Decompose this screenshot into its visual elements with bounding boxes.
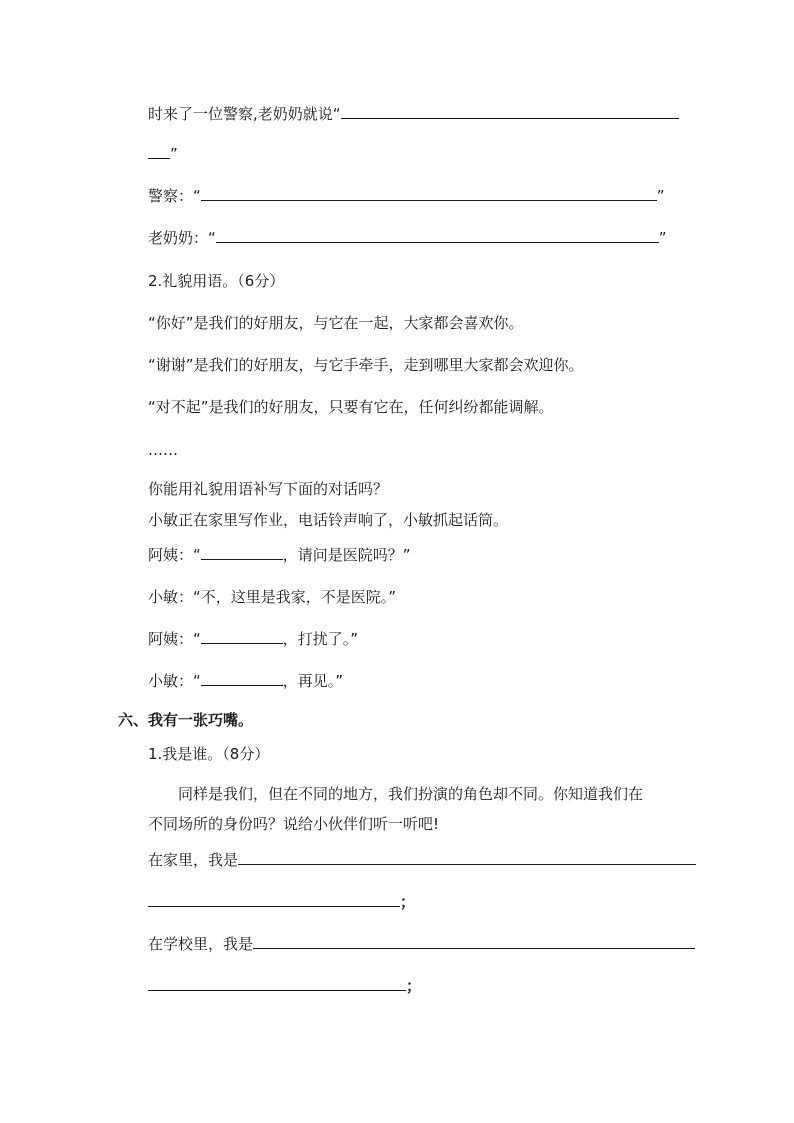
grandma-line bbox=[148, 228, 667, 248]
question-1-title: 1.我是谁。（8分） bbox=[148, 745, 270, 763]
dialogue-line-3 bbox=[148, 629, 358, 649]
answer-blank[interactable] bbox=[201, 671, 283, 686]
dialogue-text: ，请问是医院吗？” bbox=[282, 546, 411, 564]
answer-blank[interactable] bbox=[238, 850, 696, 865]
semicolon: ； bbox=[406, 977, 422, 995]
grandma-label: 老奶奶：“ bbox=[148, 229, 216, 247]
question-2-title: 2.礼貌用语。（6分） bbox=[148, 272, 285, 290]
dialogue-text: ，再见。” bbox=[282, 672, 344, 690]
home-line bbox=[148, 850, 696, 870]
police-label: 警察：“ bbox=[148, 187, 201, 205]
quote-close: ” bbox=[170, 145, 178, 163]
answer-blank[interactable] bbox=[216, 228, 659, 243]
section-6-paragraph-1: 同样是我们，但在不同的地方，我们扮演的角色却不同。你知道我们在 bbox=[178, 785, 644, 803]
answer-blank[interactable] bbox=[253, 934, 695, 949]
paragraph-sorry: “对不起”是我们的好朋友，只要有它在，任何纠纷都能调解。 bbox=[148, 398, 554, 416]
ellipsis: …… bbox=[148, 441, 178, 459]
question-prompt: 你能用礼貌用语补写下面的对话吗？ bbox=[148, 480, 389, 498]
quote-close: ” bbox=[658, 229, 667, 247]
answer-blank[interactable] bbox=[148, 892, 400, 907]
school-line bbox=[148, 934, 695, 954]
school-line-2 bbox=[148, 976, 421, 996]
school-label: 在学校里，我是 bbox=[148, 935, 254, 953]
answer-blank[interactable] bbox=[201, 545, 283, 560]
quote-close: ” bbox=[656, 187, 665, 205]
answer-blank[interactable] bbox=[148, 976, 406, 991]
answer-blank[interactable] bbox=[201, 629, 283, 644]
paragraph-hello: “你好”是我们的好朋友，与它在一起，大家都会喜欢你。 bbox=[148, 314, 524, 332]
story-line-1 bbox=[148, 104, 679, 124]
dialogue-line-2: 小敏：“不，这里是我家，不是医院。” bbox=[148, 588, 397, 606]
speaker-aunt: 阿姨：“ bbox=[148, 546, 201, 564]
semicolon: ； bbox=[400, 893, 416, 911]
police-line bbox=[148, 186, 665, 206]
story-line-2 bbox=[148, 144, 178, 164]
answer-blank[interactable] bbox=[201, 186, 657, 201]
paragraph-thanks: “谢谢”是我们的好朋友，与它手牵手，走到哪里大家都会欢迎你。 bbox=[148, 356, 584, 374]
speaker-xiaomin: 小敏：“ bbox=[148, 672, 201, 690]
scene-description: 小敏正在家里写作业，电话铃声响了，小敏抓起话筒。 bbox=[148, 511, 509, 529]
home-line-2 bbox=[148, 892, 415, 912]
answer-blank[interactable] bbox=[341, 104, 679, 119]
dialogue-line-1 bbox=[148, 545, 411, 565]
home-label: 在家里，我是 bbox=[148, 851, 239, 869]
speaker-aunt: 阿姨：“ bbox=[148, 630, 201, 648]
section-6-heading: 六、我有一张巧嘴。 bbox=[118, 711, 254, 729]
dialogue-line-4 bbox=[148, 671, 343, 691]
section-6-paragraph-2: 不同场所的身份吗？说给小伙伴们听一听吧! bbox=[148, 815, 440, 833]
story-line-1-text: 时来了一位警察,老奶奶就说“ bbox=[148, 105, 341, 123]
answer-blank[interactable] bbox=[148, 144, 170, 159]
dialogue-text: ，打扰了。” bbox=[282, 630, 359, 648]
